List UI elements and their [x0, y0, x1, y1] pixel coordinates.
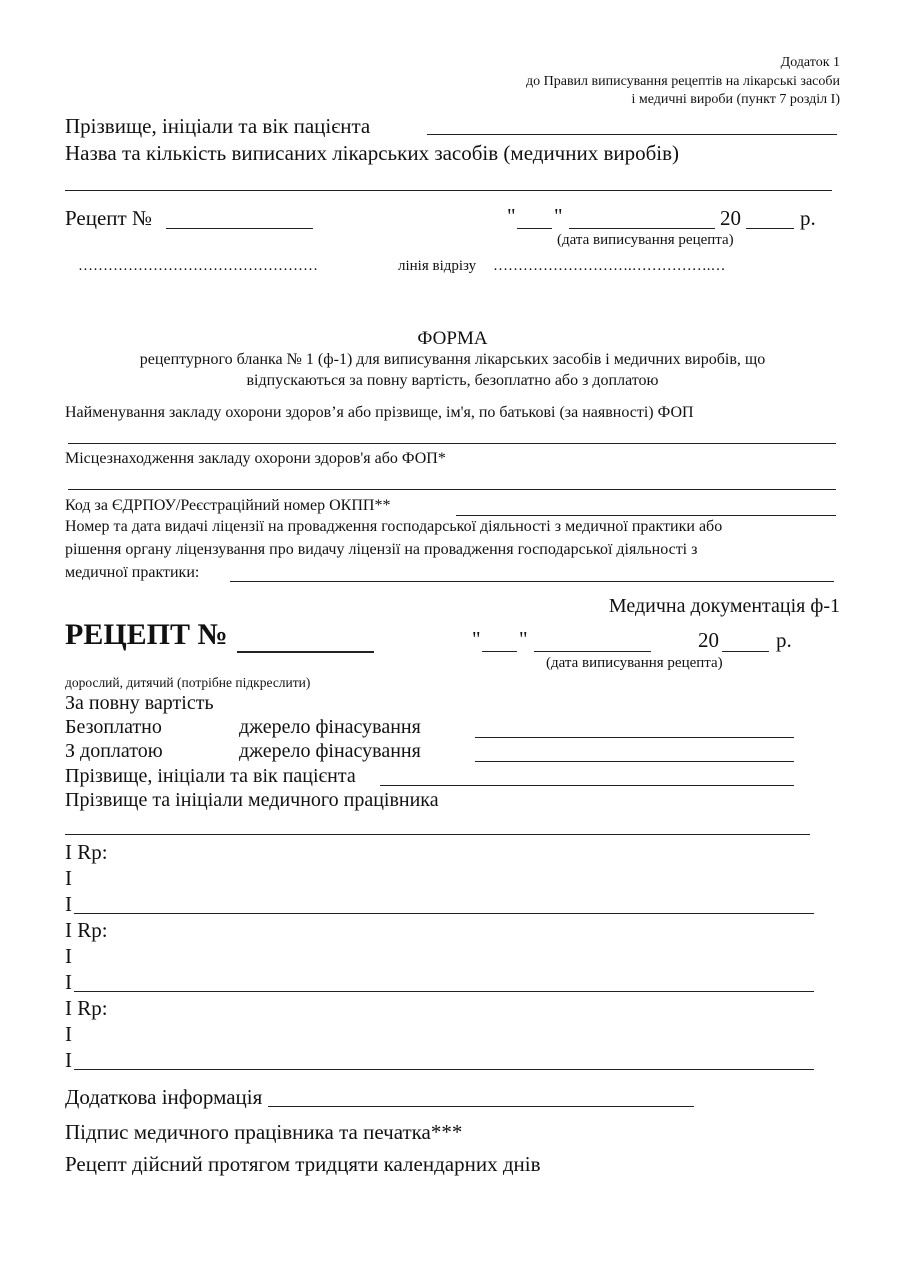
recipe-patient-label: Прізвище, ініціали та вік пацієнта	[65, 765, 356, 787]
rp-1-line-2: I	[65, 892, 72, 916]
cut-line-label: лінія відрізу	[398, 258, 477, 274]
stub-patient-field[interactable]	[427, 134, 837, 135]
rp-1-label: I Rp:	[65, 840, 108, 864]
medic-label: Прізвище та ініціали медичного працівника	[65, 789, 439, 811]
validity-label: Рецепт дійсний протягом тридцяти календарних днів	[65, 1152, 541, 1176]
surcharge-label: З доплатою	[65, 740, 163, 762]
form-title: ФОРМА	[417, 328, 488, 349]
license-field[interactable]	[230, 581, 834, 582]
rp-3-label: I Rp:	[65, 996, 108, 1020]
medic-field[interactable]	[65, 834, 810, 835]
age-group-label: дорослий, дитячий (потрібне підкреслити)	[65, 675, 311, 690]
free-funding-label: джерело фінасування	[239, 716, 421, 738]
recipe-date-year-prefix: 20	[698, 628, 719, 652]
stub-recipe-label: Рецепт №	[65, 206, 152, 230]
cut-dots-right: ……………………….…………….…	[493, 258, 726, 274]
stub-drugs-label: Назва та кількість виписаних лікарських засобів (медичних виробів)	[65, 141, 680, 165]
form-subtitle-2: відпускаються за повну вартість, безоплатно або з доплатою	[246, 372, 659, 389]
cut-dots-left: …………………………………………	[78, 258, 318, 274]
location-field[interactable]	[68, 489, 836, 490]
signature-label: Підпис медичного працівника та печатка***	[65, 1120, 463, 1144]
additional-info-label: Додаткова інформація	[65, 1085, 263, 1109]
stub-date-quote-close: "	[554, 204, 563, 228]
annex-line-3: і медичні вироби (пункт 7 розділ І)	[631, 92, 840, 107]
rp-2-line-2: I	[65, 970, 72, 994]
surcharge-funding-label: джерело фінасування	[239, 740, 421, 762]
recipe-date-year-suffix: р.	[776, 628, 792, 652]
recipe-title: РЕЦЕПТ №	[65, 618, 228, 651]
stub-drugs-field[interactable]	[65, 190, 832, 191]
med-doc-label: Медична документація ф-1	[608, 595, 840, 617]
institution-label: Найменування закладу охорони здоров’я або прізвище, ім'я, по батькові (за наявності) ФОП	[65, 404, 694, 421]
recipe-number-field[interactable]	[237, 651, 374, 653]
recipe-date-day-field[interactable]	[482, 651, 517, 652]
rp-2-line-1: I	[65, 944, 72, 968]
code-label: Код за ЄДРПОУ/Реєстраційний номер ОКПП**	[65, 497, 391, 514]
rp-2-field[interactable]	[74, 991, 814, 992]
additional-info-field[interactable]	[268, 1106, 694, 1107]
license-line-2: рішення органу ліцензування про видачу ліцензії на провадження господарської діяльності з	[65, 541, 698, 558]
annex-line-1: Додаток 1	[780, 55, 840, 70]
full-cost-label: За повну вартість	[65, 692, 214, 714]
rp-3-line-2: I	[65, 1048, 72, 1072]
recipe-date-quote-open: "	[472, 627, 481, 651]
institution-field[interactable]	[68, 443, 836, 444]
form-subtitle-1: рецептурного бланка № 1 (ф-1) для виписування лікарських засобів і медичних виробів, що	[139, 351, 766, 368]
recipe-date-month-field[interactable]	[534, 651, 651, 652]
stub-date-quote-open: "	[507, 204, 516, 228]
stub-date-month-field[interactable]	[569, 228, 715, 229]
stub-date-year-field[interactable]	[746, 228, 794, 229]
license-line-3: медичної практики:	[65, 564, 200, 581]
stub-recipe-number-field[interactable]	[166, 228, 313, 229]
recipe-date-quote-close: "	[519, 627, 528, 651]
license-line-1: Номер та дата видачі ліцензії на провадження господарської діяльності з медичної практики або	[65, 518, 723, 535]
code-field[interactable]	[456, 515, 836, 516]
location-label: Місцезнаходження закладу охорони здоров'я або ФОП*	[65, 450, 446, 467]
annex-line-2: до Правил виписування рецептів на лікарські засоби	[526, 74, 840, 89]
recipe-date-caption: (дата виписування рецепта)	[546, 655, 723, 671]
rp-3-line-1: I	[65, 1022, 72, 1046]
rp-3-field[interactable]	[74, 1069, 814, 1070]
recipe-date-year-field[interactable]	[722, 651, 769, 652]
free-label: Безоплатно	[65, 716, 162, 738]
free-funding-field[interactable]	[475, 737, 794, 738]
stub-date-year-prefix: 20	[720, 206, 741, 230]
stub-date-caption: (дата виписування рецепта)	[557, 232, 734, 248]
stub-date-year-suffix: р.	[800, 206, 816, 230]
surcharge-funding-field[interactable]	[475, 761, 794, 762]
recipe-patient-field[interactable]	[380, 785, 794, 786]
rp-1-field[interactable]	[74, 913, 814, 914]
rp-2-label: I Rp:	[65, 918, 108, 942]
stub-patient-label: Прізвище, ініціали та вік пацієнта	[65, 114, 371, 138]
rp-1-line-1: I	[65, 866, 72, 890]
stub-date-day-field[interactable]	[517, 228, 552, 229]
